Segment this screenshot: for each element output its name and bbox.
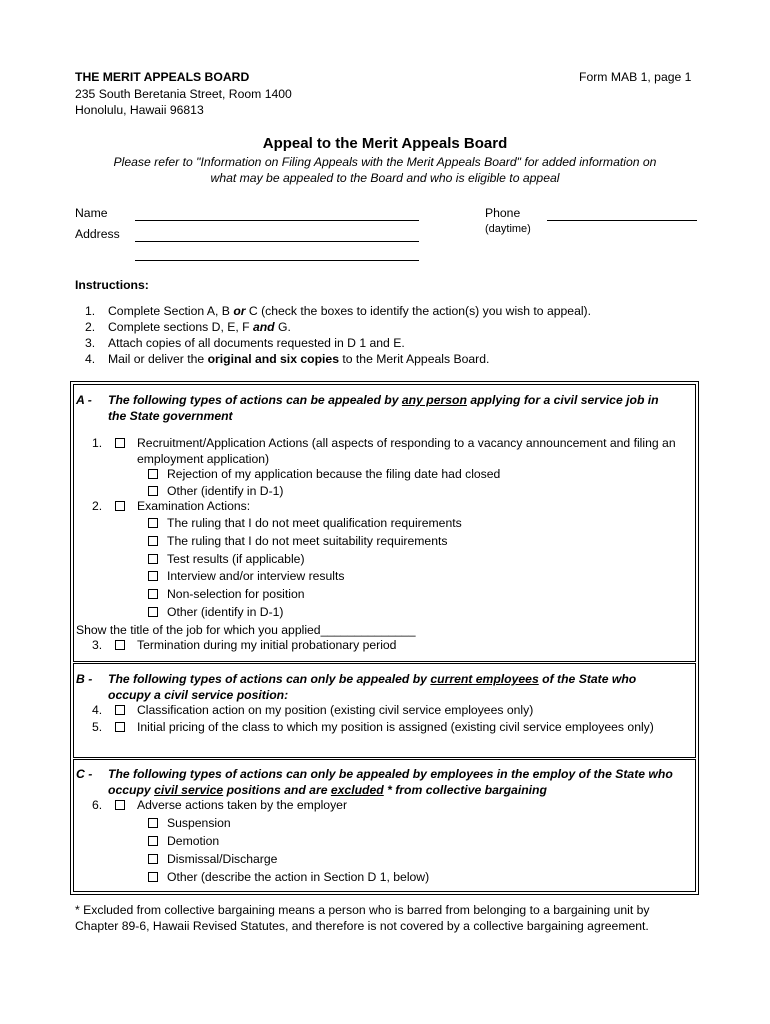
sub-2-3-label: Test results (if applicable): [167, 552, 305, 566]
sub-2-2-checkbox[interactable]: [148, 534, 158, 548]
sub-6-4-label: Other (describe the action in Section D 1, below): [167, 870, 430, 884]
sub-2-2-label: The ruling that I do not meet suitability requirements: [167, 534, 448, 548]
item-4-label: Classification action on my position (existing civil service employees only): [137, 703, 534, 717]
item-3-label: Termination during my initial probationary period: [137, 638, 397, 652]
sub-6-1-checkbox[interactable]: [148, 816, 158, 830]
page-title: Appeal to the Merit Appeals Board: [262, 135, 508, 152]
section-c-heading-2: occupy civil service positions and are excluded * from collective bargaining: [108, 783, 547, 797]
item-2-checkbox[interactable]: [115, 499, 125, 513]
sub-2-6-label: Other (identify in D-1): [167, 605, 284, 619]
org-address-line-1: 235 South Beretania Street, Room 1400: [75, 87, 292, 101]
instruction-3: Attach copies of all documents requested in D 1 and E.: [108, 336, 405, 350]
item-5-number: 5.: [92, 720, 103, 734]
section-b-heading-2: occupy a civil service position:: [108, 688, 289, 702]
name-label: Name: [75, 206, 108, 220]
sub-2-1-label: The ruling that I do not meet qualification requirements: [167, 516, 462, 530]
instruction-4: Mail or deliver the original and six copies to the Merit Appeals Board.: [108, 352, 490, 366]
item-4-number: 4.: [92, 703, 103, 717]
item-4-checkbox[interactable]: [115, 703, 125, 717]
sub-2-4-checkbox[interactable]: [148, 569, 158, 583]
item-6-label: Adverse actions taken by the employer: [137, 798, 348, 812]
sub-2-6-checkbox[interactable]: [148, 605, 158, 619]
sub-6-3-checkbox[interactable]: [148, 852, 158, 866]
item-1-label: Recruitment/Application Actions (all aspects of responding to a vacancy announcement and filing an: [137, 436, 676, 450]
item-5-label: Initial pricing of the class to which my position is assigned (existing civil service employees only): [137, 720, 654, 734]
subtitle-line-2: what may be appealed to the Board and who is eligible to appeal: [210, 171, 560, 185]
org-name: THE MERIT APPEALS BOARD: [75, 70, 250, 84]
section-c-heading-1: The following types of actions can only be appealed by employees in the employ of the State who: [108, 767, 673, 781]
instruction-1-number: 1.: [85, 304, 96, 318]
sub-6-3-label: Dismissal/Discharge: [167, 852, 278, 866]
item-1-checkbox[interactable]: [115, 436, 125, 450]
sub-6-2-checkbox[interactable]: [148, 834, 158, 848]
org-address-line-2: Honolulu, Hawaii 96813: [75, 103, 204, 117]
instruction-1: Complete Section A, B or C (check the boxes to identify the action(s) you wish to appeal).: [108, 304, 592, 318]
subtitle-line-1: Please refer to "Information on Filing Appeals with the Merit Appeals Board" for added information on: [113, 155, 657, 169]
instructions-heading: Instructions:: [75, 278, 149, 292]
item-3-number: 3.: [92, 638, 103, 652]
instruction-2-number: 2.: [85, 320, 96, 334]
instruction-3-number: 3.: [85, 336, 96, 350]
section-b-letter: B -: [76, 672, 93, 686]
section-b-heading-1: The following types of actions can only be appealed by current employees of the State who: [108, 672, 637, 686]
item-2-label: Examination Actions:: [137, 499, 251, 513]
item-6-checkbox[interactable]: [115, 798, 125, 812]
section-a-heading-1: The following types of actions can be appealed by any person applying for a civil service job in: [108, 393, 659, 407]
address-label: Address: [75, 227, 120, 241]
sub-1-1-checkbox[interactable]: [148, 467, 158, 481]
phone-note: (daytime): [485, 223, 531, 235]
address-field-line-2[interactable]: [135, 260, 419, 261]
sub-1-2-label: Other (identify in D-1): [167, 484, 284, 498]
sub-6-4-checkbox[interactable]: [148, 870, 158, 884]
sub-1-2-checkbox[interactable]: [148, 484, 158, 498]
section-a-heading-2: the State government: [108, 409, 233, 423]
footnote-line-1: * Excluded from collective bargaining means a person who is barred from belonging to a bargaining unit by: [75, 903, 650, 917]
sub-6-1-label: Suspension: [167, 816, 231, 830]
sub-2-5-label: Non-selection for position: [167, 587, 305, 601]
phone-field[interactable]: [547, 220, 697, 221]
phone-label: Phone: [485, 206, 521, 220]
job-title-field[interactable]: Show the title of the job for which you applied______________: [76, 623, 416, 637]
instruction-4-number: 4.: [85, 352, 96, 366]
form-id: Form MAB 1, page 1: [579, 70, 692, 84]
sub-2-1-checkbox[interactable]: [148, 516, 158, 530]
item-1-number: 1.: [92, 436, 103, 450]
sub-6-2-label: Demotion: [167, 834, 220, 848]
instruction-2: Complete sections D, E, F and G.: [108, 320, 291, 334]
sub-2-4-label: Interview and/or interview results: [167, 569, 345, 583]
sub-2-5-checkbox[interactable]: [148, 587, 158, 601]
address-field-line-1[interactable]: [135, 241, 419, 242]
name-field[interactable]: [135, 220, 419, 221]
item-2-number: 2.: [92, 499, 103, 513]
sub-1-1-label: Rejection of my application because the filing date had closed: [167, 467, 501, 481]
item-3-checkbox[interactable]: [115, 638, 125, 652]
sub-2-3-checkbox[interactable]: [148, 552, 158, 566]
section-c-letter: C -: [76, 767, 93, 781]
footnote-line-2: Chapter 89-6, Hawaii Revised Statutes, and therefore is not covered by a collective bargaining agreement.: [75, 919, 649, 933]
item-6-number: 6.: [92, 798, 103, 812]
item-5-checkbox[interactable]: [115, 720, 125, 734]
section-a-letter: A -: [76, 393, 92, 407]
item-1-label-cont: employment application): [137, 452, 270, 466]
